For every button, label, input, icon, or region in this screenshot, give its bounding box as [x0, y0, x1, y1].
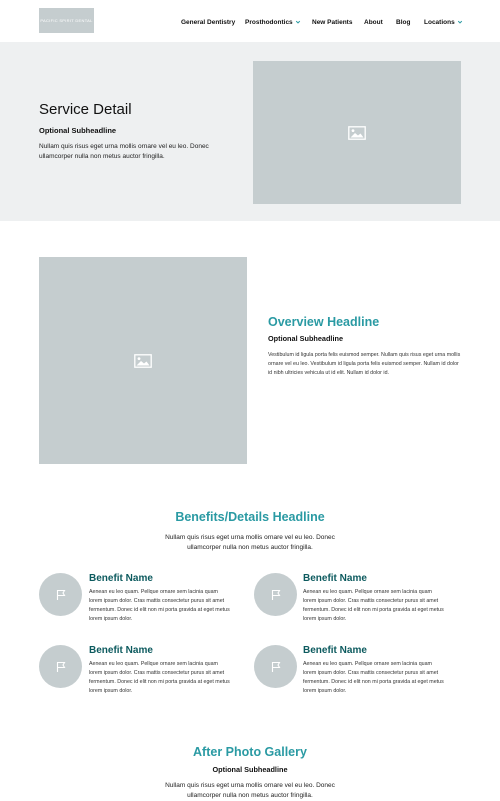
gallery-subheadline: Optional Subheadline: [212, 765, 288, 774]
image-icon: [134, 354, 152, 368]
benefit-icon-circle: [254, 573, 297, 616]
benefit-name: Benefit Name: [89, 645, 153, 656]
page-title: Service Detail: [39, 101, 132, 118]
nav-blog[interactable]: [396, 16, 410, 28]
flag-icon: [55, 589, 67, 601]
nav-label: General Dentistry: [181, 18, 236, 26]
benefit-name: Benefit Name: [89, 573, 153, 584]
nav-label: New Patients: [312, 18, 353, 26]
flag-icon: [270, 661, 282, 673]
nav-label: Locations: [424, 18, 455, 26]
nav-general-dentistry[interactable]: [181, 16, 235, 28]
benefit-text: Aenean eu leo quam. Pellque ornare sem lacinia quam lorem ipsum dolor. Cras mattis consectetur purus sit amet fermentum. Donec id elit non mi porta gravida at eget metus lorem ipsum dolor.: [303, 589, 444, 622]
nav-about[interactable]: [364, 16, 383, 28]
flag-icon: [55, 661, 67, 673]
benefit-text: Aenean eu leo quam. Pellque ornare sem lacinia quam lorem ipsum dolor. Cras mattis consectetur purus sit amet fermentum. Donec id elit non mi porta gravida at eget metus lorem ipsum dolor.: [303, 661, 444, 694]
hero-subheadline: Optional Subheadline: [39, 126, 117, 135]
image-icon: [348, 126, 366, 140]
flag-icon: [270, 589, 282, 601]
nav-label: Prosthodontics: [245, 18, 293, 26]
site-logo[interactable]: PACIFIC SPIRIT DENTAL: [39, 8, 94, 33]
benefit-name: Benefit Name: [303, 645, 367, 656]
benefit-icon-circle: [254, 645, 297, 688]
nav-new-patients[interactable]: [312, 16, 352, 28]
benefit-text: Aenean eu leo quam. Pellque ornare sem lacinia quam lorem ipsum dolor. Cras mattis consectetur purus sit amet fermentum. Donec id elit non mi porta gravida at eget metus lorem ipsum dolor.: [89, 661, 230, 694]
benefits-headline: Benefits/Details Headline: [175, 510, 325, 524]
hero-text: Nullam quis risus eget urna mollis ornare vel eu leo. Donec ullamcorper nulla non metus auctor fringilla.: [39, 143, 209, 160]
overview-image-placeholder: [39, 257, 247, 464]
gallery-text: Nullam quis risus eget urna mollis ornare vel eu leo. Donec ullamcorper nulla non metus auctor fringilla.: [165, 782, 335, 799]
benefit-name: Benefit Name: [303, 573, 367, 584]
benefit-icon-circle: [39, 645, 82, 688]
hero-image-placeholder: [253, 61, 461, 204]
chevron-down-icon: [457, 19, 463, 25]
nav-label: About: [364, 18, 383, 26]
nav-locations[interactable]: [424, 16, 463, 28]
chevron-down-icon: [295, 19, 301, 25]
nav-label: Blog: [396, 18, 411, 26]
benefits-text: Nullam quis risus eget urna mollis ornare vel eu leo. Donec ullamcorper nulla non metus auctor fringilla.: [165, 534, 335, 551]
benefit-icon-circle: [39, 573, 82, 616]
overview-text: Vestibulum id ligula porta felis euismod semper. Nullam quis risus eget urna mollis ornare vel eu leo. Vestibulum id ligula porta felis euismod semper. Nullam id dolor id nibh ultricies vehicula ut id elit. Nullam id dolor id.: [268, 352, 461, 376]
overview-headline: Overview Headline: [268, 315, 380, 329]
gallery-headline: After Photo Gallery: [193, 745, 307, 759]
overview-subheadline: Optional Subheadline: [268, 334, 343, 343]
nav-prosthodontics[interactable]: [245, 16, 301, 28]
benefit-text: Aenean eu leo quam. Pellque ornare sem lacinia quam lorem ipsum dolor. Cras mattis consectetur purus sit amet fermentum. Donec id elit non mi porta gravida at eget metus lorem ipsum dolor.: [89, 589, 230, 622]
